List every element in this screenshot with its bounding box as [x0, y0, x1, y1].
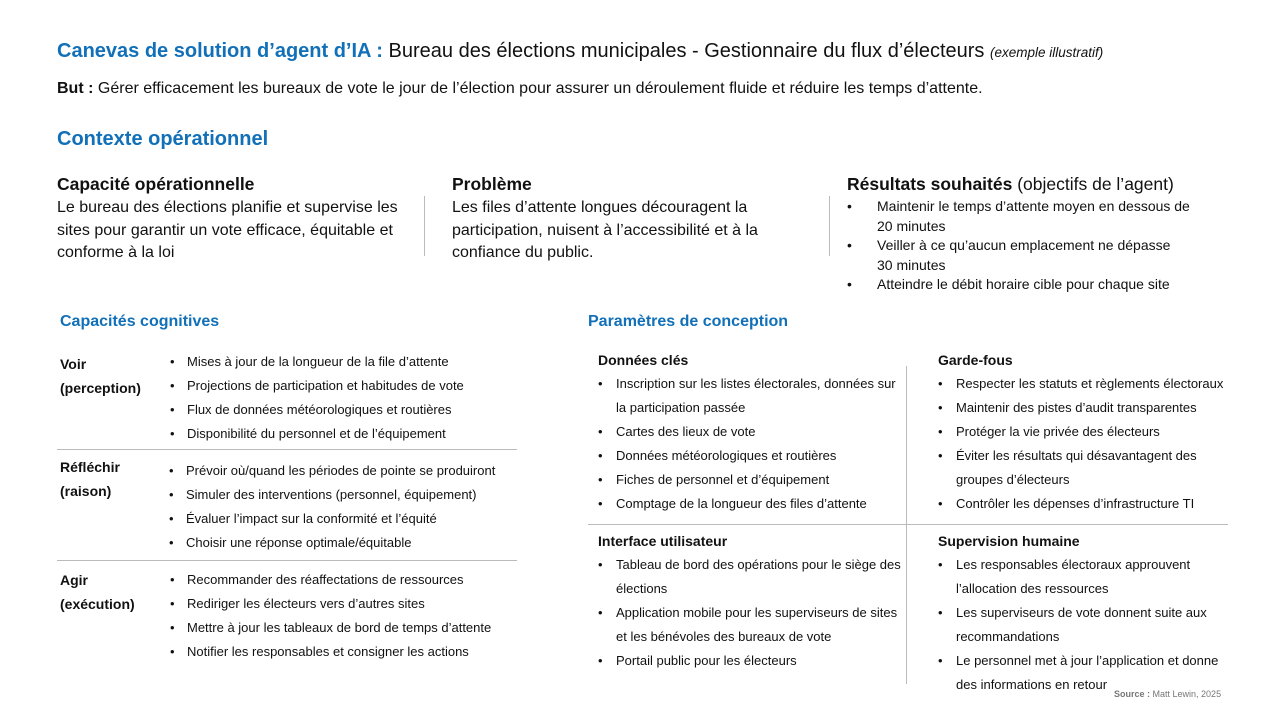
- design-heading: Paramètres de conception: [588, 313, 789, 330]
- list-item: • Le personnel met à jour l’application et donne des informations en retour: [938, 649, 1238, 697]
- outcomes-block: [847, 174, 1227, 295]
- problem-title: Problème: [452, 174, 532, 194]
- list-item: • Éviter les résultats qui désavantagent des groupes d’électeurs: [938, 444, 1238, 492]
- context-heading: Contexte opérationnel: [57, 128, 269, 150]
- title-rest: Bureau des élections municipales - Gestionnaire du flux d’électeurs: [388, 40, 985, 62]
- page-title: [57, 40, 1103, 63]
- guardrails-title: Garde-fous: [938, 352, 1013, 368]
- list-item: • Atteindre le débit horaire cible pour chaque site: [847, 275, 1207, 295]
- list-item: • Maintenir des pistes d’audit transparentes: [938, 396, 1238, 420]
- oversight-title: Supervision humaine: [938, 533, 1080, 549]
- list-item: • Notifier les responsables et consigner les actions: [170, 640, 491, 664]
- list-item: • Rediriger les électeurs vers d’autres sites: [170, 592, 491, 616]
- source-text: Matt Lewin, 2025: [1152, 689, 1222, 699]
- list-item: • Maintenir le temps d’attente moyen en dessous de 20 minutes: [847, 197, 1207, 236]
- cognitive-heading: Capacités cognitives: [60, 313, 220, 330]
- list-item: • Protéger la vie privée des électeurs: [938, 420, 1238, 444]
- see-list: [170, 350, 464, 446]
- list-item: • Application mobile pour les superviseurs de sites et les bénévoles des bureaux de vote: [598, 601, 910, 649]
- list-item: • Choisir une réponse optimale/équitable: [169, 531, 495, 555]
- list-item: • Les responsables électoraux approuvent l’allocation des ressources: [938, 553, 1238, 601]
- list-item: • Veiller à ce qu’aucun emplacement ne dépasse 30 minutes: [847, 236, 1207, 275]
- list-item: • Tableau de bord des opérations pour le siège des élections: [598, 553, 910, 601]
- goal-text: Gérer efficacement les bureaux de vote le jour de l’élection pour assurer un déroulement fluide et réduire les temps d’attente.: [97, 80, 983, 97]
- list-item: • Cartes des lieux de vote: [598, 420, 908, 444]
- act-list: [170, 568, 491, 664]
- context-divider-1: [424, 196, 425, 256]
- goal-statement: [57, 80, 983, 98]
- list-item: • Mises à jour de la longueur de la file d’attente: [170, 350, 464, 374]
- capacity-title: Capacité opérationnelle: [57, 174, 255, 194]
- row-label-line: Voir: [60, 356, 87, 372]
- think-list: [169, 459, 495, 555]
- list-item: • Comptage de la longueur des files d’attente: [598, 492, 908, 516]
- list-item: • Les superviseurs de vote donnent suite aux recommandations: [938, 601, 1238, 649]
- row-label-see: [60, 352, 141, 400]
- outcomes-list: [847, 197, 1207, 295]
- outcomes-title-suffix: (objectifs de l’agent): [1017, 174, 1174, 194]
- title-lead: Canevas de solution d’agent d’IA :: [57, 40, 383, 62]
- list-item: • Mettre à jour les tableaux de bord de temps d’attente: [170, 616, 491, 640]
- key-data-block: [598, 352, 908, 516]
- source-label: Source :: [1114, 689, 1151, 699]
- list-item: • Recommander des réaffectations de ressources: [170, 568, 491, 592]
- key-data-title: Données clés: [598, 352, 689, 368]
- row-label-think: [60, 455, 120, 503]
- guardrails-block: [938, 352, 1238, 516]
- design-horizontal-divider: [588, 524, 1228, 525]
- list-item: • Simuler des interventions (personnel, équipement): [169, 483, 495, 507]
- ui-list: [598, 553, 910, 673]
- problem-block: [452, 174, 802, 265]
- title-note: (exemple illustratif): [989, 45, 1104, 60]
- ui-title: Interface utilisateur: [598, 533, 728, 549]
- list-item: • Prévoir où/quand les périodes de pointe se produiront: [169, 459, 495, 483]
- capacity-block: [57, 174, 425, 265]
- oversight-list: [938, 553, 1238, 697]
- list-item: • Disponibilité du personnel et de l’équipement: [170, 422, 464, 446]
- outcomes-title: [847, 174, 1227, 195]
- list-item: • Respecter les statuts et règlements électoraux: [938, 372, 1238, 396]
- outcomes-title-main: Résultats souhaités: [847, 174, 1013, 194]
- list-item: • Fiches de personnel et d’équipement: [598, 468, 908, 492]
- cognitive-divider-2: [57, 560, 517, 561]
- list-item: • Données météorologiques et routières: [598, 444, 908, 468]
- row-label-line: Agir: [60, 572, 88, 588]
- row-label-act: [60, 568, 135, 616]
- capacity-text: Le bureau des élections planifie et supervise les sites pour garantir un vote efficace, équitable et conforme à la loi: [57, 199, 398, 261]
- oversight-block: [938, 533, 1238, 697]
- cognitive-divider-1: [57, 449, 517, 450]
- row-label-line: Réfléchir: [60, 459, 120, 475]
- context-divider-2: [829, 196, 830, 256]
- row-label-line: (perception): [60, 380, 141, 396]
- row-label-line: (exécution): [60, 596, 135, 612]
- key-data-list: [598, 372, 908, 516]
- list-item: • Projections de participation et habitudes de vote: [170, 374, 464, 398]
- ui-block: [598, 533, 910, 673]
- row-label-line: (raison): [60, 483, 112, 499]
- list-item: • Portail public pour les électeurs: [598, 649, 910, 673]
- list-item: • Évaluer l’impact sur la conformité et l’équité: [169, 507, 495, 531]
- goal-label: But :: [57, 80, 94, 97]
- list-item: • Contrôler les dépenses d’infrastructure TI: [938, 492, 1238, 516]
- source-note: [1114, 689, 1221, 699]
- list-item: • Flux de données météorologiques et routières: [170, 398, 464, 422]
- problem-text: Les files d’attente longues découragent la participation, nuisent à l’accessibilité et à la confiance du public.: [452, 199, 758, 261]
- guardrails-list: [938, 372, 1238, 516]
- list-item: • Inscription sur les listes électorales, données sur la participation passée: [598, 372, 908, 420]
